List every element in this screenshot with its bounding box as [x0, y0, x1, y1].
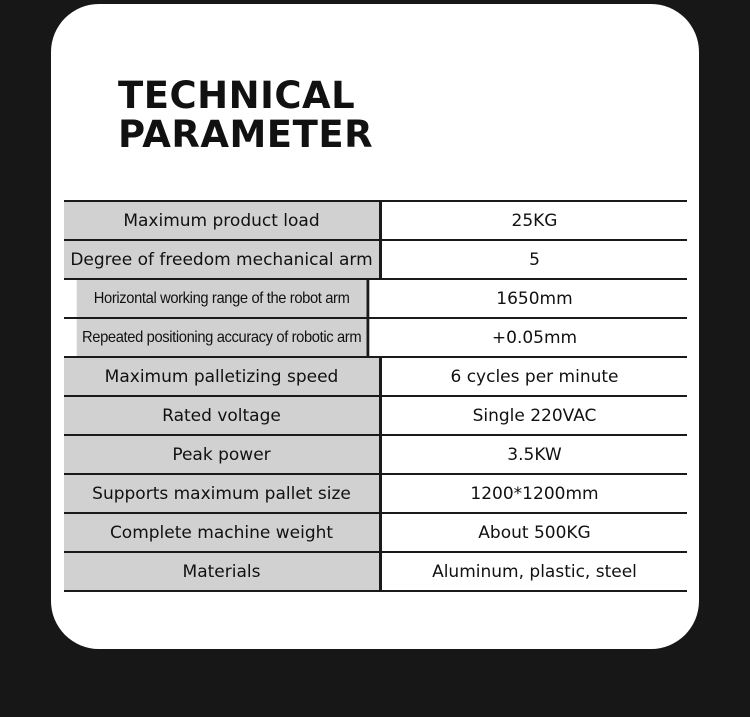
spec-value: About 500KG — [382, 514, 687, 551]
spec-label: Maximum product load — [64, 202, 382, 239]
spec-table — [64, 200, 687, 592]
table-row — [64, 436, 687, 475]
spec-label: Complete machine weight — [64, 514, 382, 551]
spec-value: 3.5KW — [382, 436, 687, 473]
title-line-1: TECHNICAL — [118, 74, 356, 117]
title-line-2: PARAMETER — [118, 113, 374, 156]
spec-label: Supports maximum pallet size — [64, 475, 382, 512]
spec-label: Rated voltage — [64, 397, 382, 434]
spec-label: Degree of freedom mechanical arm — [64, 241, 382, 278]
spec-label — [77, 319, 370, 356]
spec-label: Maximum palletizing speed — [64, 358, 382, 395]
spec-value: +0.05mm — [382, 319, 687, 356]
table-row — [64, 475, 687, 514]
table-row — [64, 553, 687, 592]
spec-value: 1200*1200mm — [382, 475, 687, 512]
table-row — [64, 358, 687, 397]
page-title — [118, 76, 373, 154]
spec-value: 6 cycles per minute — [382, 358, 687, 395]
spec-label-text: Repeated positioning accuracy of robotic arm — [82, 328, 362, 346]
table-row — [64, 241, 687, 280]
table-row — [64, 397, 687, 436]
spec-label-text: Horizontal working range of the robot arm — [93, 289, 350, 307]
spec-label: Materials — [64, 553, 382, 590]
table-row — [64, 280, 687, 319]
spec-label — [77, 280, 370, 317]
table-row — [64, 319, 687, 358]
spec-label: Peak power — [64, 436, 382, 473]
spec-value: 5 — [382, 241, 687, 278]
spec-value: Aluminum, plastic, steel — [382, 553, 687, 590]
table-row — [64, 514, 687, 553]
spec-value: Single 220VAC — [382, 397, 687, 434]
table-row — [64, 202, 687, 241]
spec-value: 1650mm — [382, 280, 687, 317]
spec-value: 25KG — [382, 202, 687, 239]
